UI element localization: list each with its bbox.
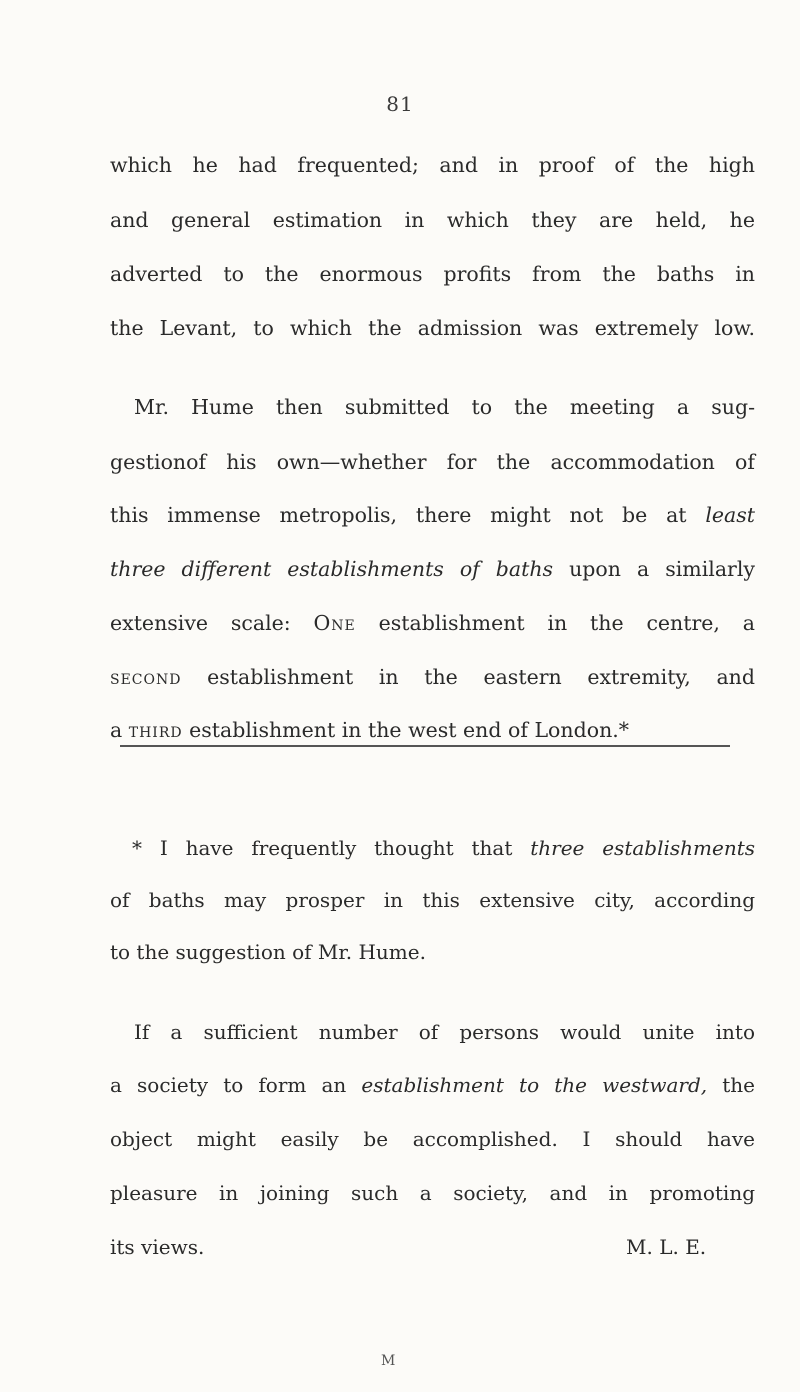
text-line	[110, 1075, 755, 1095]
text-span: * I have frequently thought that	[132, 836, 531, 860]
text-line: its views.	[110, 1235, 205, 1259]
smallcaps-span: One	[313, 611, 356, 635]
text-span: establishment in the west end of London.*	[182, 718, 630, 742]
text-line: of baths may prosper in this extensive city, according	[110, 888, 755, 912]
text-line	[110, 505, 755, 526]
text-line	[110, 613, 755, 634]
text-span: upon a similarly	[553, 557, 755, 581]
footnote-divider	[120, 745, 730, 747]
text-span: a	[110, 718, 129, 742]
smallcaps-span: second	[110, 665, 182, 689]
italic-span: three different establishments of baths	[110, 557, 554, 581]
text-line: adverted to the enormous profits from the baths in	[110, 262, 755, 286]
italic-span: least	[705, 503, 755, 527]
text-line	[110, 720, 710, 741]
text-line: pleasure in joining such a society, and in promoting	[110, 1181, 755, 1205]
text-span: extensive scale:	[110, 611, 314, 635]
text-line: and general estimation in which they are held, he	[110, 208, 755, 232]
text-line: to the suggestion of Mr. Hume.	[110, 940, 426, 964]
text-span: a society to form an	[110, 1073, 362, 1097]
signature-mark: M	[381, 1353, 396, 1369]
text-line: Mr. Hume then submitted to the meeting a sug-	[134, 395, 755, 419]
text-line: object might easily be accomplished. I should have	[110, 1127, 755, 1151]
text-span: the	[707, 1073, 755, 1097]
text-line: gestionof his own—whether for the accommodation of	[110, 450, 755, 474]
text-line: the Levant, to which the admission was extremely low.	[110, 316, 755, 340]
italic-span: three establishments	[530, 836, 756, 860]
text-line	[132, 838, 755, 858]
text-line: If a sufficient number of persons would unite into	[134, 1020, 755, 1044]
text-line	[110, 667, 755, 688]
smallcaps-span: third	[128, 718, 183, 742]
italic-span: establishment to the westward,	[361, 1073, 708, 1097]
signature-initials: M. L. E.	[626, 1235, 707, 1259]
page-number: 81	[386, 92, 414, 116]
text-span: this immense metropolis, there might not be at	[110, 503, 706, 527]
text-line	[110, 559, 755, 580]
text-span: establishment in the centre, a	[355, 611, 755, 635]
text-span: establishment in the eastern extremity, and	[181, 665, 755, 689]
text-line: which he had frequented; and in proof of the high	[110, 153, 755, 177]
